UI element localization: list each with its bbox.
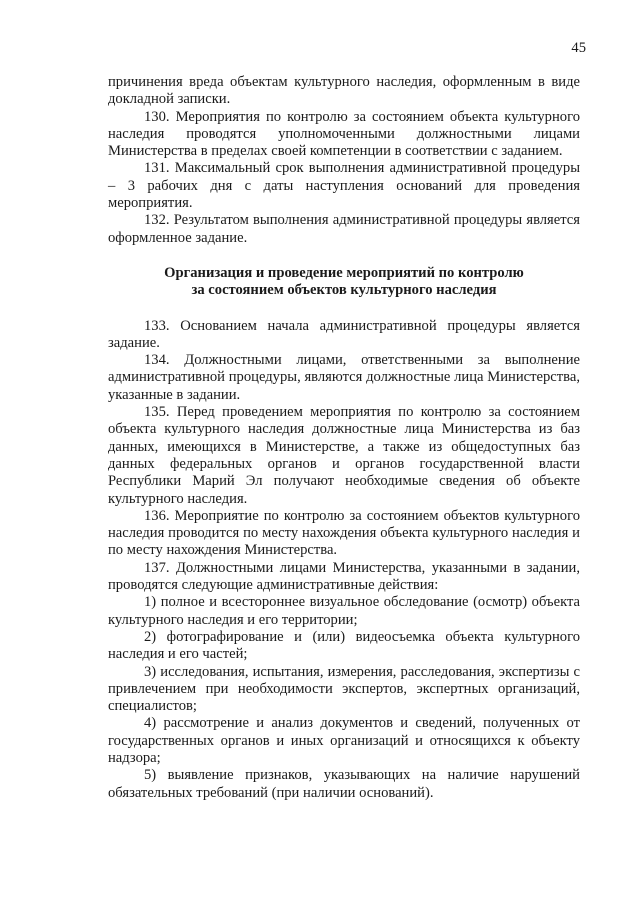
paragraph-133: 133. Основанием начала административной процедуры является задание. — [108, 317, 580, 351]
paragraph: причинения вреда объектам культурного наследия, оформленным в виде докладной записки. — [108, 74, 580, 108]
paragraph-132: 132. Результатом выполнения административной процедуры является оформленное задание. — [108, 212, 580, 246]
paragraph-136: 136. Мероприятие по контролю за состоянием объектов культурного наследия проводится по месту нахождения объекта культурного наследия и по месту нахождения Министерства. — [108, 507, 580, 559]
list-item-2: 2) фотографирование и (или) видеосъемка объекта культурного наследия и его частей; — [108, 628, 580, 663]
list-item-3: 3) исследования, испытания, измерения, расследования, экспертизы с привлечением при необходимости экспертов, экспертных организаций, специалистов; — [108, 663, 580, 715]
section-heading — [108, 265, 580, 300]
paragraph-130: 130. Мероприятия по контролю за состоянием объекта культурного наследия проводятся уполномоченными должностными лицами Министерства в пределах своей компетенции в соответствии с заданием. — [108, 108, 580, 160]
paragraph-134: 134. Должностными лицами, ответственными за выполнение административной процедуры, являются должностные лица Министерства, указанные в задании. — [108, 352, 580, 403]
list-item-1: 1) полное и всестороннее визуальное обследование (осмотр) объекта культурного наследия и его территории; — [108, 594, 580, 628]
section-heading-line-2: за состоянием объектов культурного наследия — [191, 282, 497, 299]
section-heading-line-1: Организация и проведение мероприятий по контролю — [164, 264, 524, 281]
list-item-5: 5) выявление признаков, указывающих на наличие нарушений обязательных требований (при наличии оснований). — [108, 767, 580, 801]
paragraph-131: 131. Максимальный срок выполнения административной процедуры – 3 рабочих дня с даты наступления оснований для проведения мероприятия. — [108, 160, 580, 212]
page-number: 45 — [571, 40, 586, 56]
document-body — [108, 74, 580, 802]
paragraph-135: 135. Перед проведением мероприятия по контролю за состоянием объекта культурного наследия должностные лица Министерства из баз данных, имеющихся в Министерстве, а также из общедоступных баз данных федеральных органов и органов государственной власти Республики Марий Эл получают необходимые сведения об объекте культурного наследия. — [108, 404, 580, 507]
list-item-4: 4) рассмотрение и анализ документов и сведений, полученных от государственных органов и иных организаций и относящихся к объекту надзора; — [108, 715, 580, 766]
paragraph-137: 137. Должностными лицами Министерства, указанными в задании, проводятся следующие административные действия: — [108, 559, 580, 594]
